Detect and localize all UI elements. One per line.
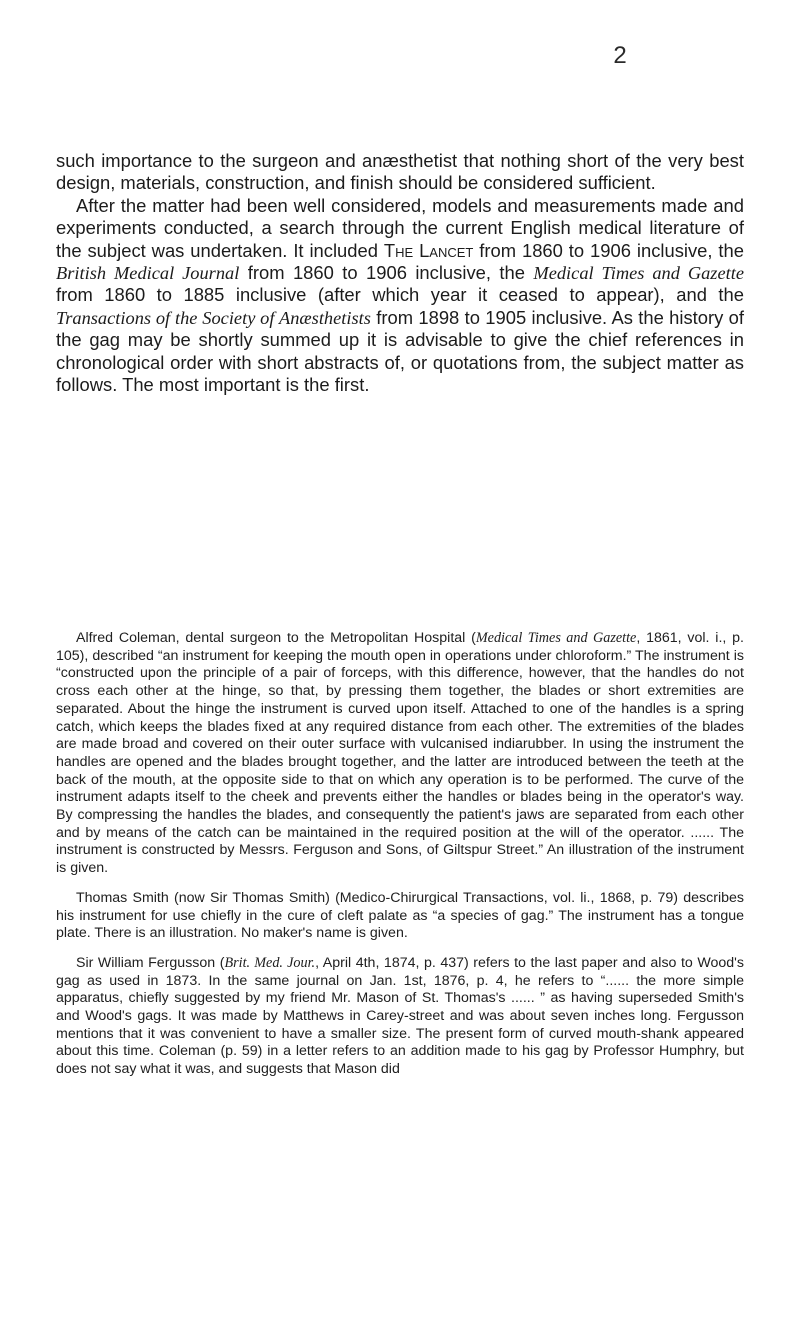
text-span: from 1860 to 1906 inclusive, the xyxy=(473,239,744,261)
journal-name-medical-times: Medical Times and Gazette xyxy=(475,630,637,646)
intro-text xyxy=(56,150,744,396)
journal-name-lancet: The Lancet xyxy=(383,239,474,261)
references-section xyxy=(56,630,744,1091)
reference-coleman xyxy=(56,630,744,878)
text-span: from 1898 to 1905 inclusive. As the history of the gag may be shortly summed up it is advisable to give the chief references in chronological order with short abstracts of, or quotations from, the subject matter as follows. The most important is the first. xyxy=(56,306,744,396)
journal-name-bmj: Brit. Med. Jour. xyxy=(224,954,316,971)
page-number: 2 xyxy=(613,42,627,69)
text-span: Alfred Coleman, dental surgeon to the Metropolitan Hospital ( xyxy=(76,630,476,646)
journal-name-medical-times: Medical Times and Gazette xyxy=(533,263,745,284)
intro-paragraph-search xyxy=(56,195,744,397)
intro-paragraph-continuation: such importance to the surgeon and anæsthetist that nothing short of the very best design, materials, construction, and finish should be considered sufficient. xyxy=(56,150,744,194)
text-span: After the matter had been well considered, models and measurements made and experiments conducted, a search through the current English medical literature of the subject was undertaken. It included xyxy=(56,194,744,261)
journal-name-transactions: Transactions of the Society of Anæsthetists xyxy=(56,307,371,328)
text-span: from 1860 to 1885 inclusive (after which year it ceased to appear), and the xyxy=(56,284,744,306)
text-span: Sir William Fergusson ( xyxy=(76,954,225,971)
reference-fergusson xyxy=(56,955,744,1079)
text-span: , April 4th, 1874, p. 437) refers to the last paper and also to Wood's gag as used in 1873. In the same journal on Jan. 1st, 1876, p. 4, he refers to “...... the more simple apparatus, chiefly suggested by my friend Mr. Mason of St. Thomas's ...... ” as having superseded Smith's and Wood's gags. It was made by Matthews in Carey-street and was about seven inches long. Fergusson mentions that it was convenient to have a smaller size. The present form of curved mouth-shank appeared about this time. Coleman (p. 59) in a letter refers to an addition made to his gag by Professor Humphry, but does not say what it was, and suggests that Mason did xyxy=(56,954,744,1078)
reference-smith: Thomas Smith (now Sir Thomas Smith) (Medico-Chirurgical Transactions, vol. li., 1868, p. 79) describes his instrument for use chiefly in the cure of cleft palate as “a species of gag.” The instrument has a tongue plate. There is an illustration. No maker's name is given. xyxy=(56,889,744,942)
journal-name-bmj: British Medical Journal xyxy=(56,263,240,284)
text-span: , 1861, vol. i., p. 105), described “an instrument for keeping the mouth open in operations under chloroform.” The instrument is “constructed upon the principle of a pair of forceps, with this difference, however, that the handles do not cross each other at the hinge, so that, by pressing them together, the blades or short extremities are separated. About the hinge the instrument is curved upon itself. Attached to one of the handles is a spring catch, which keeps the blades fixed at any required distance from each other. The extremities of the blades are made broad and covered on their outer surface with vulcanised indiarubber. In using the instrument the handles are opened and the blades brought together, and the latter are introduced between the teeth at the back of the mouth, at the opposite side to that on which any operation is to be performed. The curve of the instrument adapts itself to the cheek and prevents either the handles or blades being in the operator's way. By compressing the handles the blades, and consequently the patient's jaws are separated from each other and by means of the catch can be maintained in the required position at the will of the operator. ...... The instrument is constructed by Messrs. Ferguson and Sons, of Giltspur Street.” An illustration of the instrument is given. xyxy=(56,630,744,877)
text-span: from 1860 to 1906 inclusive, the xyxy=(239,262,534,284)
